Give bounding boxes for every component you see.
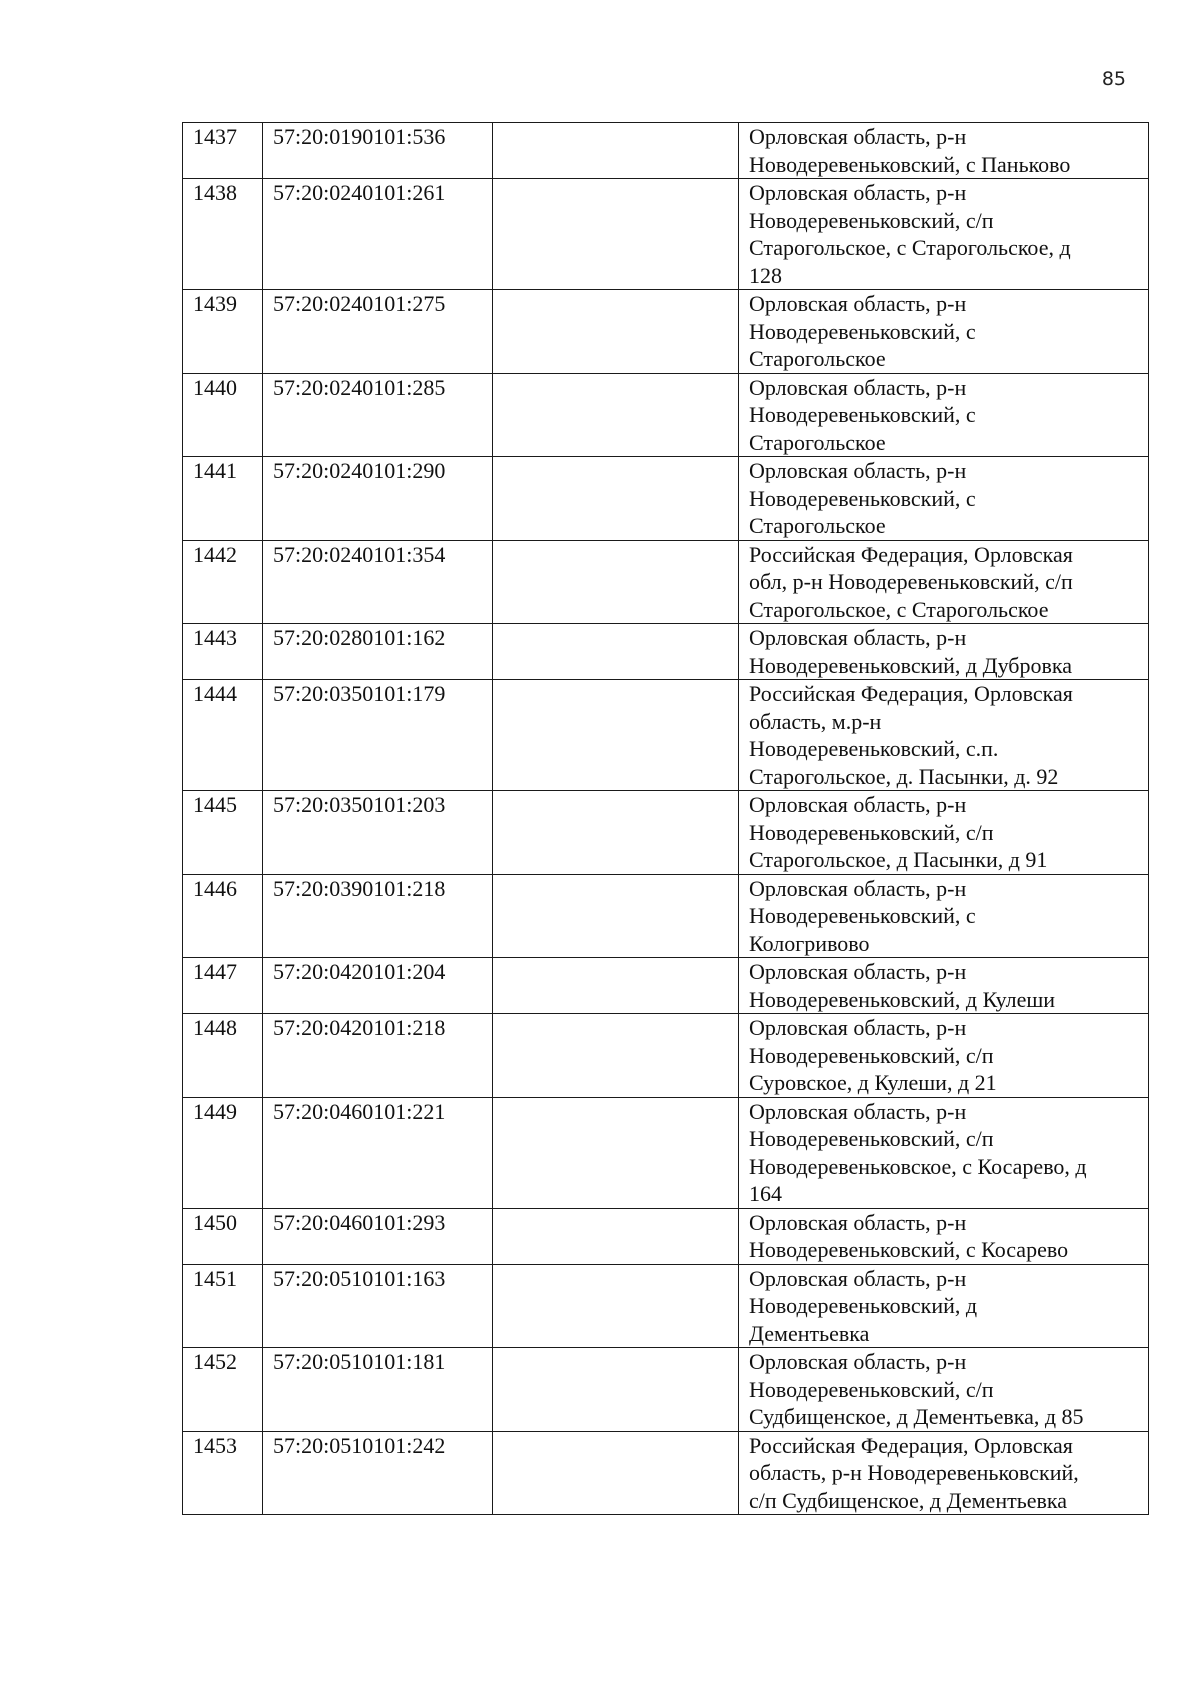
row-number-cell: 1445 — [183, 791, 263, 875]
empty-cell — [493, 624, 739, 680]
table-row — [183, 290, 1149, 374]
empty-cell — [493, 373, 739, 457]
cadastral-number-cell: 57:20:0420101:218 — [263, 1014, 493, 1098]
registry-table — [182, 122, 1149, 1515]
row-number-cell: 1444 — [183, 680, 263, 791]
empty-cell — [493, 457, 739, 541]
cadastral-number-cell: 57:20:0350101:179 — [263, 680, 493, 791]
row-number-cell: 1451 — [183, 1264, 263, 1348]
cadastral-number-cell: 57:20:0510101:242 — [263, 1431, 493, 1515]
table-row — [183, 1348, 1149, 1432]
empty-cell — [493, 680, 739, 791]
cadastral-number-cell: 57:20:0240101:261 — [263, 179, 493, 290]
address-cell: Орловская область, р-н Новодеревеньковский, с Старогольское — [739, 290, 1149, 374]
table-row — [183, 1264, 1149, 1348]
cadastral-number-cell: 57:20:0420101:204 — [263, 958, 493, 1014]
table-row — [183, 1097, 1149, 1208]
address-cell: Орловская область, р-н Новодеревеньковский, с Старогольское — [739, 373, 1149, 457]
empty-cell — [493, 179, 739, 290]
empty-cell — [493, 123, 739, 179]
empty-cell — [493, 1264, 739, 1348]
cadastral-number-cell: 57:20:0460101:293 — [263, 1208, 493, 1264]
cadastral-number-cell: 57:20:0240101:354 — [263, 540, 493, 624]
cadastral-number-cell: 57:20:0510101:181 — [263, 1348, 493, 1432]
empty-cell — [493, 1348, 739, 1432]
empty-cell — [493, 540, 739, 624]
address-cell: Орловская область, р-н Новодеревеньковский, д Дементьевка — [739, 1264, 1149, 1348]
empty-cell — [493, 958, 739, 1014]
empty-cell — [493, 874, 739, 958]
address-cell: Орловская область, р-н Новодеревеньковский, с/п Суровское, д Кулеши, д 21 — [739, 1014, 1149, 1098]
address-cell: Российская Федерация, Орловская область, р-н Новодеревеньковский, с/п Судбищенское, д Дементьевка — [739, 1431, 1149, 1515]
empty-cell — [493, 1097, 739, 1208]
table-row — [183, 373, 1149, 457]
row-number-cell: 1440 — [183, 373, 263, 457]
cadastral-number-cell: 57:20:0240101:285 — [263, 373, 493, 457]
empty-cell — [493, 290, 739, 374]
table-row — [183, 624, 1149, 680]
address-cell: Орловская область, р-н Новодеревеньковский, д Кулеши — [739, 958, 1149, 1014]
row-number-cell: 1438 — [183, 179, 263, 290]
registry-table-body — [183, 123, 1149, 1515]
cadastral-number-cell: 57:20:0240101:290 — [263, 457, 493, 541]
table-row — [183, 179, 1149, 290]
cadastral-number-cell: 57:20:0460101:221 — [263, 1097, 493, 1208]
cadastral-number-cell: 57:20:0510101:163 — [263, 1264, 493, 1348]
address-cell: Орловская область, р-н Новодеревеньковский, с Кологривово — [739, 874, 1149, 958]
row-number-cell: 1439 — [183, 290, 263, 374]
address-cell: Российская Федерация, Орловская область, м.р-н Новодеревеньковский, с.п. Старогольское, д. Пасынки, д. 92 — [739, 680, 1149, 791]
table-row — [183, 791, 1149, 875]
empty-cell — [493, 1431, 739, 1515]
table-row — [183, 457, 1149, 541]
row-number-cell: 1437 — [183, 123, 263, 179]
row-number-cell: 1447 — [183, 958, 263, 1014]
cadastral-number-cell: 57:20:0190101:536 — [263, 123, 493, 179]
table-row — [183, 958, 1149, 1014]
row-number-cell: 1449 — [183, 1097, 263, 1208]
address-cell: Орловская область, р-н Новодеревеньковский, с Паньково — [739, 123, 1149, 179]
address-cell: Орловская область, р-н Новодеревеньковский, с/п Старогольское, д Пасынки, д 91 — [739, 791, 1149, 875]
row-number-cell: 1446 — [183, 874, 263, 958]
cadastral-number-cell: 57:20:0390101:218 — [263, 874, 493, 958]
table-row — [183, 874, 1149, 958]
address-cell: Орловская область, р-н Новодеревеньковский, с/п Новодеревеньковское, с Косарево, д 164 — [739, 1097, 1149, 1208]
row-number-cell: 1453 — [183, 1431, 263, 1515]
address-cell: Орловская область, р-н Новодеревеньковский, с Косарево — [739, 1208, 1149, 1264]
address-cell: Орловская область, р-н Новодеревеньковский, с/п Судбищенское, д Дементьевка, д 85 — [739, 1348, 1149, 1432]
table-row — [183, 1014, 1149, 1098]
table-row — [183, 540, 1149, 624]
cadastral-number-cell: 57:20:0240101:275 — [263, 290, 493, 374]
table-row — [183, 680, 1149, 791]
row-number-cell: 1448 — [183, 1014, 263, 1098]
page-number: 85 — [1101, 68, 1126, 90]
empty-cell — [493, 791, 739, 875]
row-number-cell: 1443 — [183, 624, 263, 680]
address-cell: Российская Федерация, Орловская обл, р-н Новодеревеньковский, с/п Старогольское, с Старогольское — [739, 540, 1149, 624]
cadastral-number-cell: 57:20:0280101:162 — [263, 624, 493, 680]
table-row — [183, 123, 1149, 179]
table-row — [183, 1208, 1149, 1264]
cadastral-number-cell: 57:20:0350101:203 — [263, 791, 493, 875]
table-row — [183, 1431, 1149, 1515]
row-number-cell: 1441 — [183, 457, 263, 541]
empty-cell — [493, 1014, 739, 1098]
address-cell: Орловская область, р-н Новодеревеньковский, д Дубровка — [739, 624, 1149, 680]
empty-cell — [493, 1208, 739, 1264]
address-cell: Орловская область, р-н Новодеревеньковский, с Старогольское — [739, 457, 1149, 541]
row-number-cell: 1442 — [183, 540, 263, 624]
address-cell: Орловская область, р-н Новодеревеньковский, с/п Старогольское, с Старогольское, д 128 — [739, 179, 1149, 290]
row-number-cell: 1452 — [183, 1348, 263, 1432]
row-number-cell: 1450 — [183, 1208, 263, 1264]
